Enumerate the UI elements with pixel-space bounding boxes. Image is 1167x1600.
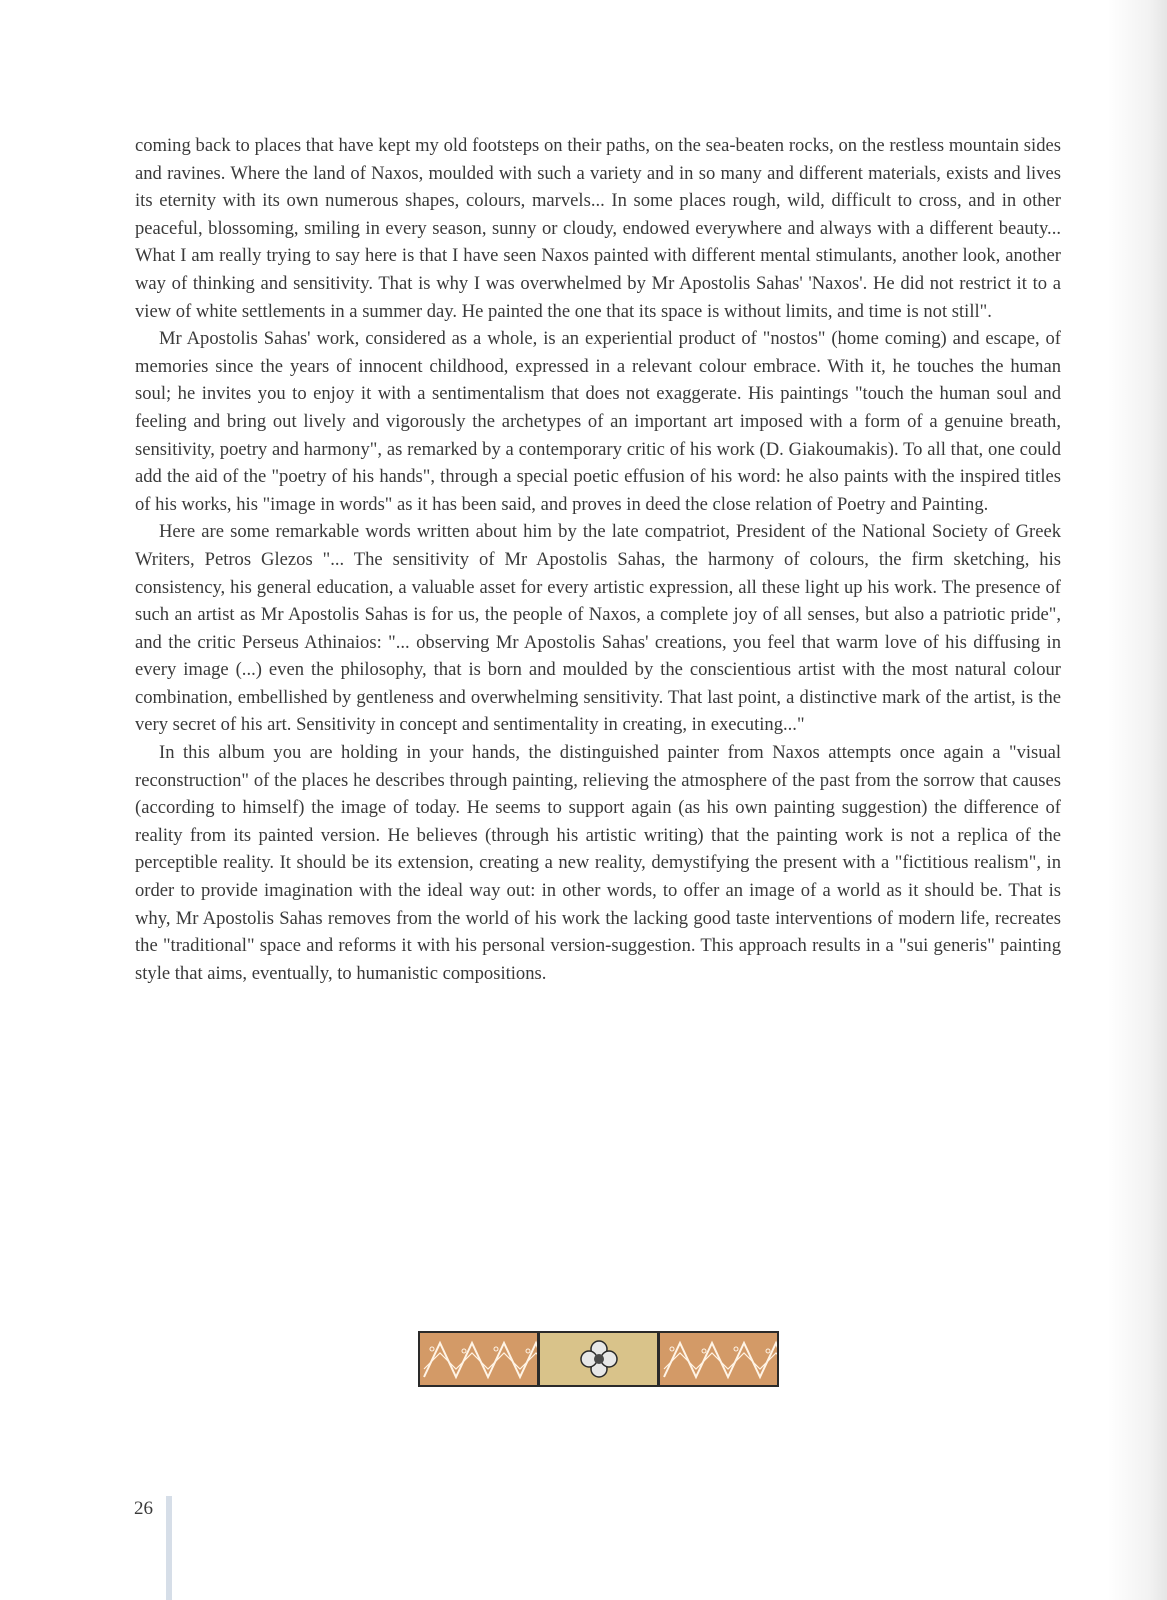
page-number: 26 [134,1498,153,1519]
page-gutter [166,1496,172,1600]
decorative-ornament [418,1331,779,1387]
paragraph: coming back to places that have kept my old footsteps on their paths, on the sea-beaten rocks, on the restless mountain sides and ravines. Where the land of Naxos, moulded with such a variety and in so many and different materials, exists and lives its eternity with its own numerous shapes, colours, marvels... In some places rough, wild, difficult to cross, and in other peaceful, blossoming, smiling in every season, sunny or cloudy, endowed everywhere and always with a different beauty... What I am really trying to say here is that I have seen Naxos painted with different mental stimulants, another look, another way of thinking and sensitivity. That is why I was overwhelmed by Mr Apostolis Sahas' 'Naxos'. He did not restrict it to a view of white settlements in a summer day. He painted the one that its space is without limits, and time is not still". [135,135,1061,322]
zigzag-pattern-icon [420,1333,537,1385]
body-text [135,132,1061,987]
page-edge-shadow [1107,0,1167,1600]
zigzag-pattern-icon [660,1333,777,1385]
paragraph: Here are some remarkable words written about him by the late compatriot, President of the National Society of Greek Writers, Petros Glezos "... The sensitivity of Mr Apostolis Sahas, the harmony of colours, the firm sketching, his consistency, his general education, a valuable asset for every artistic expression, all these light up his work. The presence of such an artist as Mr Apostolis Sahas is for us, the people of Naxos, a complete joy of all senses, but also a patriotic pride", and the critic Perseus Athinaios: "... observing Mr Apostolis Sahas' creations, you feel that warm love of his diffusing in every image (...) even the philosophy, that is born and moulded by the conscientious artist with the most natural colour combination, embellished by gentleness and overwhelming sensitivity. That last point, a distinctive mark of the artist, is the very secret of his art. Sensitivity in concept and sentimentality in creating, in executing..." [135,521,1061,736]
flower-icon [540,1333,657,1385]
paragraph: Mr Apostolis Sahas' work, considered as a whole, is an experiential product of "nostos" (home coming) and escape, of memories since the years of innocent childhood, expressed in a relevant colour embrace. With it, he touches the human soul; he invites you to enjoy it with a sentimentalism that does not exaggerate. His paintings "touch the human soul and feeling and bring out lively and vigorously the archetypes of an important art imposed with a form of a genuine breath, sensitivity, poetry and harmony", as remarked by a contemporary critic of his work (D. Giakoumakis). To all that, one could add the aid of the "poetry of his hands", through a special poetic effusion of his word: he also paints with the inspired titles of his works, his "image in words" as it has been said, and proves in deed the close relation of Poetry and Painting. [135,328,1061,515]
paragraph: In this album you are holding in your hands, the distinguished painter from Naxos attempts once again a "visual reconstruction" of the places he describes through painting, relieving the atmosphere of the past from the sorrow that causes (according to himself) the image of today. He seems to support again (as his own painting suggestion) the difference of reality from its painted version. He believes (through his artistic writing) that the painting work is not a replica of the perceptible reality. It should be its extension, creating a new reality, demystifying the present with a "fictitious realism", in order to provide imagination with the ideal way out: in other words, to offer an image of a world as it should be. That is why, Mr Apostolis Sahas removes from the world of his work the lacking good taste interventions of modern life, recreates the "traditional" space and reforms it with his personal version-suggestion. This approach results in a "sui generis" painting style that aims, eventually, to humanistic compositions. [135,742,1061,984]
